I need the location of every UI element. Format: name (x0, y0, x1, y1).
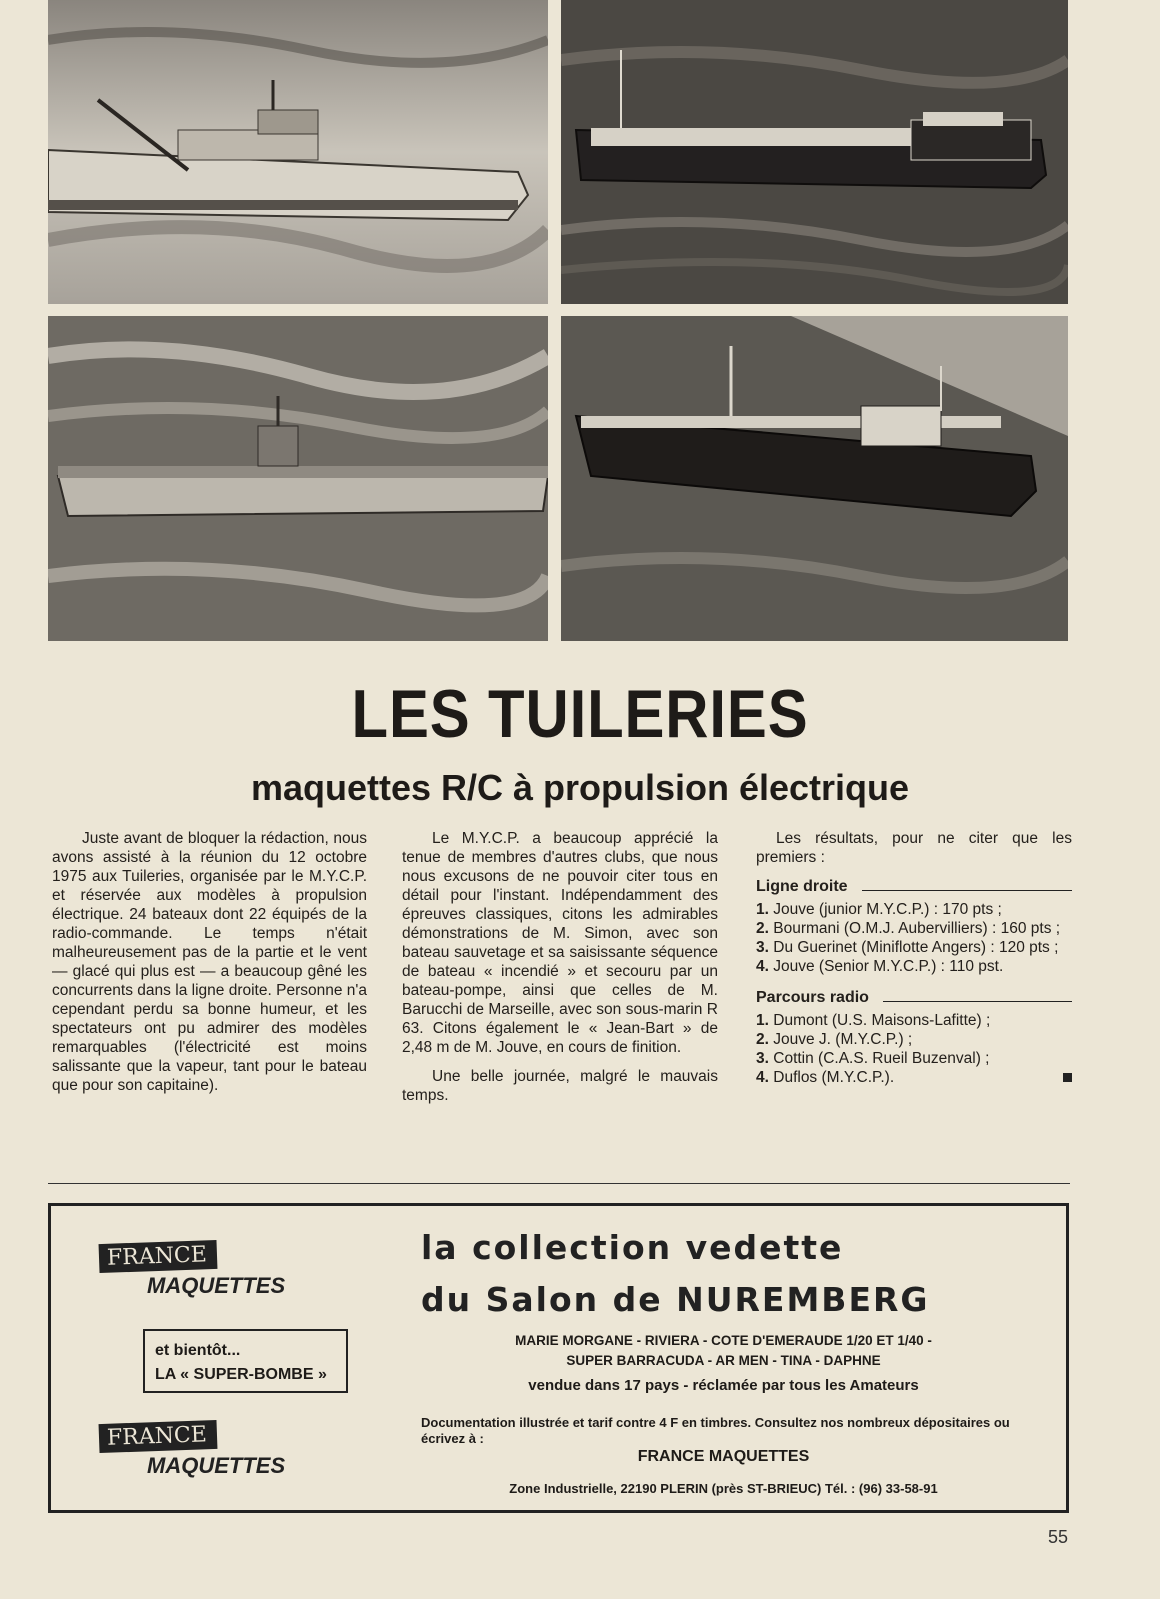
france-maquettes-logo (99, 1422, 285, 1479)
result-rank: 4. (756, 1069, 769, 1086)
ad-headline-line: la collection vedette (421, 1228, 844, 1267)
ligne-droite-heading (756, 877, 1072, 896)
results-intro: Les résultats, pour ne citer que les premiers : (756, 830, 1072, 866)
result-rank: 1. (756, 901, 769, 918)
coming-soon-box (143, 1329, 348, 1393)
coming-soon-product: LA « SUPER-BOMBE » (155, 1366, 327, 1383)
logo-word: MAQUETTES (147, 1273, 286, 1298)
result-item (756, 957, 1072, 976)
ad-model-list (421, 1331, 1026, 1371)
ligne-droite-label: Ligne droite (756, 878, 848, 895)
article-column-1 (52, 829, 367, 1105)
logo-word: MAQUETTES (147, 1453, 286, 1478)
ad-headline-line: du Salon de NUREMBERG (421, 1280, 930, 1319)
result-rank: 3. (756, 939, 769, 956)
ad-sold-line: vendue dans 17 pays - réclamée par tous les Amateurs (528, 1377, 919, 1394)
aircraft-carrier-photo (48, 316, 548, 641)
article-paragraph: Le M.Y.C.P. a beaucoup apprécié la tenue de membres d'autres clubs, que nous nous excusons de ne pouvoir citer tous en détail pour l'instant. Indépendamment des épreuves classiques, citons les admirables démonstrations de M. Simon, avec son bateau sauvetage et sa saisissante séquence de bateau « incendié » et secouru par un bateau-pompe, ainsi que celles de M. Barucchi de Marseille, avec son sous-marin R 63. Citons également le « Jean-Bart » de 2,48 m de M. Jouve, en cours de finition. (402, 830, 718, 1056)
result-text: Dumont (U.S. Maisons-Lafitte) ; (773, 1012, 991, 1029)
result-text: Cottin (C.A.S. Rueil Buzenval) ; (773, 1050, 990, 1067)
patrol-boat-photo (48, 0, 548, 304)
article-paragraph: Juste avant de bloquer la rédaction, nous avons assisté à la réunion du 12 octobre 1975 aux Tuileries, organisée par le M.Y.C.P. et réservée aux modèles à propulsion électrique. 24 bateaux dont 22 équipés de la radio-commande. Le temps n'était malheureusement pas de la partie et le vent — glacé qui plus est — a beaucoup gêné les concurrents dans la ligne droite. Personne n'a cependant perdu sa bonne humeur, et les spectateurs ont pu admirer des modèles remarquables (l'électricité est moins salissante que la vapeur, tant pour le bateau que pour son capitaine). (52, 830, 367, 1094)
ad-company-name: FRANCE MAQUETTES (637, 1448, 810, 1465)
result-item (756, 900, 1072, 919)
ad-model-line: MARIE MORGANE - RIVIERA - COTE D'EMERAUDE 1/20 ET 1/40 - (515, 1333, 932, 1348)
ligne-droite-results (756, 900, 1072, 976)
coming-soon-line: et bientôt... (155, 1342, 241, 1359)
heading-rule (883, 1001, 1072, 1002)
article-column-2 (402, 829, 718, 1115)
result-item (756, 1049, 1072, 1068)
result-rank: 2. (756, 920, 769, 937)
section-divider (48, 1183, 1070, 1184)
result-text: Jouve J. (M.Y.C.P.) ; (773, 1031, 913, 1048)
france-maquettes-logo (99, 1242, 285, 1299)
article-column-3 (756, 829, 1072, 1087)
parcours-radio-label: Parcours radio (756, 989, 869, 1006)
end-mark-icon (1063, 1073, 1072, 1082)
result-item (756, 1068, 1072, 1087)
ad-documentation: Documentation illustrée et tarif contre 4 F en timbres. Consultez nos nombreux dépositaires ou écrivez à : (421, 1415, 1010, 1446)
ad-model-line: SUPER BARRACUDA - AR MEN - TINA - DAPHNE (566, 1353, 881, 1368)
article-paragraph: Une belle journée, malgré le mauvais temps. (402, 1068, 718, 1104)
trawler-photo (561, 316, 1068, 641)
result-rank: 2. (756, 1031, 769, 1048)
article-title: LES TUILERIES (351, 676, 809, 752)
ad-headline (421, 1222, 930, 1326)
logo-box-text: FRANCE (99, 1240, 218, 1273)
logo-box-text: FRANCE (99, 1420, 218, 1453)
result-text: Jouve (Senior M.Y.C.P.) : 110 pst. (773, 958, 1004, 975)
result-text: Duflos (M.Y.C.P.). (773, 1069, 895, 1086)
ad-address: Zone Industrielle, 22190 PLERIN (près ST-BRIEUC) Tél. : (96) 33-58-91 (509, 1481, 938, 1496)
result-item (756, 938, 1072, 957)
result-text: Du Guerinet (Miniflotte Angers) : 120 pts ; (773, 939, 1059, 956)
result-item (756, 919, 1072, 938)
river-barge-photo (561, 0, 1068, 304)
result-rank: 4. (756, 958, 769, 975)
heading-rule (862, 890, 1072, 891)
result-item (756, 1030, 1072, 1049)
advertisement-box (48, 1203, 1069, 1513)
result-text: Jouve (junior M.Y.C.P.) : 170 pts ; (773, 901, 1002, 918)
result-rank: 3. (756, 1050, 769, 1067)
parcours-radio-results (756, 1011, 1072, 1087)
result-rank: 1. (756, 1012, 769, 1029)
result-text: Bourmani (O.M.J. Aubervilliers) : 160 pts ; (773, 920, 1061, 937)
result-item (756, 1011, 1072, 1030)
article-subtitle: maquettes R/C à propulsion électrique (250, 767, 910, 808)
parcours-radio-heading (756, 988, 1072, 1007)
page-number: 55 (1048, 1527, 1069, 1547)
